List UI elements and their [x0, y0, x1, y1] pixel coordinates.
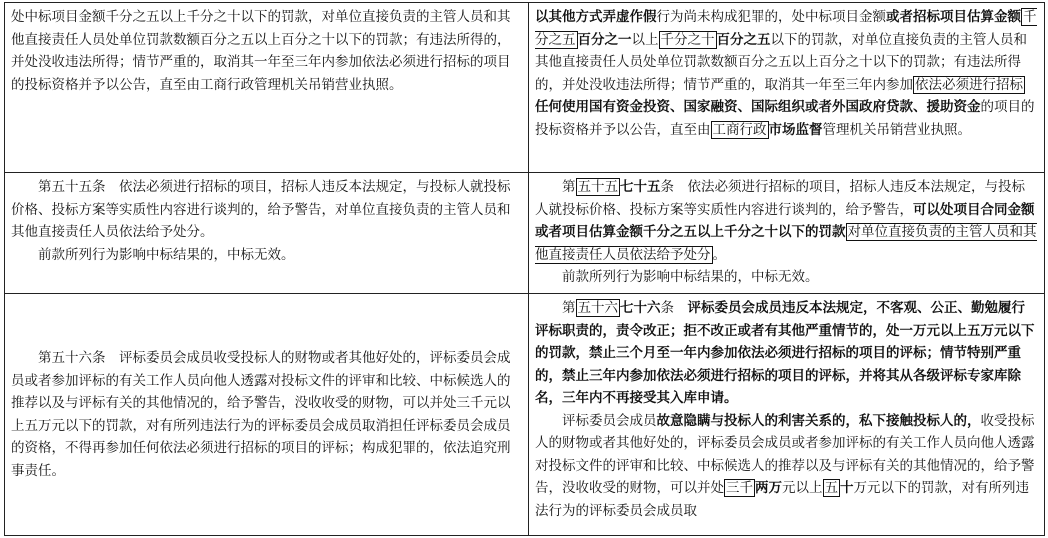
deleted-text: 三千 — [726, 480, 753, 496]
added-text: 七十五 — [620, 179, 661, 195]
old-paragraph: 前款所列行为影响中标结果的，中标无效。 — [38, 246, 295, 263]
text: 以下的罚款，对单位直接负责的主管人员和其他直接责任人员处单位罚款数额百分之五以上百分之十以下的罚款；有违法所得的，并处没收违法所得；情节严重的，取消其一年至三年内参加 — [535, 31, 1027, 93]
text: 。 — [712, 246, 726, 263]
added-text: 百分之五 — [716, 31, 771, 48]
new-paragraph — [535, 410, 1038, 523]
law-comparison-table — [4, 2, 1045, 536]
table-row — [5, 173, 1045, 294]
deleted-text: 千分之十 — [660, 31, 715, 48]
text: 收受投标人的财物或者其他好处的，评标委员会成员或者参加评标的有关工作人员向他人透露对投标文件的评审和比较、中标候选人的推荐以及与评标有关的其他情况的，给予警告，没收收受的财物，可以并处 — [535, 412, 1035, 496]
text: 第 — [562, 300, 576, 316]
old-text-cell — [5, 294, 529, 536]
deleted-text: 五 — [824, 480, 838, 496]
new-text-cell — [529, 294, 1045, 536]
text: 管理机关吊销营业执照。 — [822, 121, 971, 138]
text: 条 依法必须进行招标的项目，招标人违反本法规定，与投标人就投标价格、投标方案等实质性内容进行谈判的，给予警告， — [535, 179, 1025, 218]
added-text: 以其他方式弄虚作假 — [535, 9, 657, 25]
text: 第 — [562, 179, 576, 195]
table-row — [5, 294, 1045, 536]
new-paragraph — [535, 176, 1038, 266]
text: 评标委员会成员 — [562, 412, 657, 429]
new-paragraph: 前款所列行为影响中标结果的，中标无效。 — [562, 269, 819, 285]
old-paragraph: 处中标项目金额千分之五以上千分之十以下的罚款，对单位直接负责的主管人员和其他直接责任人员处单位罚款数额百分之五以上百分之十以下的罚款；有违法所得的，并处没收违法所得；情节严重的，取消其一年至三年内参加依法必须进行招标的项目的投标资格并予以公告，直至由工商行政管理机关吊销营业执照。 — [11, 9, 511, 93]
old-text-cell — [5, 3, 529, 173]
new-text-cell — [529, 3, 1045, 173]
added-text: 百分之一 — [577, 31, 632, 48]
added-text: 故意隐瞒与投标人的利害关系的，私下接触投标人的， — [656, 412, 981, 429]
added-text: 或者招标项目估算金额 — [886, 9, 1021, 25]
added-text: 两万 — [755, 480, 782, 496]
old-paragraph: 第五十六条 评标委员会成员收受投标人的财物或者其他好处的，评标委员会成员或者参加评标的有关工作人员向他人透露对投标文件的评审和比较、中标候选人的推荐以及与评标有关的其他情况的，给予警告，没收收受的财物，可以并处三千元以上五万元以下的罚款，对有所列违法行为的评标委员会成员取消担任评标委员会成员的资格，不得再参加任何依法必须进行招标的项目的评标；构成犯罪的，依法追究刑事责任。 — [11, 350, 511, 479]
text: 条 — [660, 300, 688, 316]
text: 行为尚未构成犯罪的，处中标项目金额 — [656, 9, 886, 25]
table-row — [5, 3, 1045, 173]
deleted-text: 工商行政 — [712, 121, 767, 138]
deleted-text: 千分之五 — [535, 9, 1037, 48]
new-paragraph — [535, 6, 1038, 141]
deleted-text: 依法必须进行招标 — [915, 76, 1023, 93]
text: 的项目的投标资格并予以公告，直至由 — [535, 99, 1035, 138]
deleted-text: 五十六 — [577, 300, 618, 316]
added-text: 可以处项目合同金额或者项目估算金额千分之五以上千分之十以下的罚款 — [535, 201, 1035, 240]
new-paragraph — [535, 297, 1038, 410]
added-text: 七十六 — [620, 300, 661, 316]
added-text: 评标委员会成员违反本法规定，不客观、公正、勤勉履行评标职责的，责令改正；拒不改正或者有其他严重情节的，处一万元以上五万元以下的罚款，禁止三个月至一年内参加依法必须进行招标的项目的评标；情节特别严重的，禁止三年内参加依法必须进行招标的项目的评标，并将其从各级评标专家库除名，三年内不再接受其入库申请。 — [535, 300, 1035, 406]
new-text-cell — [529, 173, 1045, 294]
added-text: 十 — [840, 480, 854, 496]
added-text: 市场监督 — [768, 121, 823, 138]
text: 以上 — [631, 31, 659, 48]
deleted-text: 五十五 — [577, 179, 618, 195]
deleted-text: 对单位直接负责的主管人员和其他直接责任人员依法给予处分 — [535, 224, 1037, 263]
added-text: 任何使用国有资金投资、国家融资、国际组织或者外国政府贷款、援助资金 — [535, 99, 981, 115]
text: 元以上 — [782, 480, 823, 496]
old-text-cell — [5, 173, 529, 294]
old-paragraph: 第五十五条 依法必须进行招标的项目，招标人违反本法规定，与投标人就投标价格、投标方案等实质性内容进行谈判的，给予警告，对单位直接负责的主管人员和其他直接责任人员依法给予处分。 — [11, 179, 511, 240]
text: 万元以下的罚款，对有所列违法行为的评标委员会成员取 — [535, 480, 1029, 519]
